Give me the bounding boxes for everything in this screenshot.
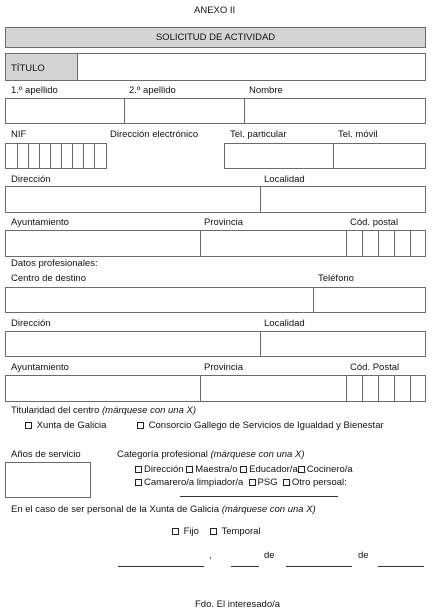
cod-postal1-field[interactable] <box>346 231 426 256</box>
categoria-maestro-option[interactable] <box>186 464 237 475</box>
titulo-label-box <box>5 53 78 81</box>
tel-movil-field[interactable] <box>333 144 425 168</box>
provincia1-label: Provincia <box>204 217 244 228</box>
categoria-otro-option[interactable] <box>283 477 347 488</box>
tel-particular-field[interactable] <box>225 144 333 168</box>
nif-field[interactable] <box>5 143 107 169</box>
xunta-hint: (márquese con una X) <box>221 504 316 515</box>
provincia1-field[interactable] <box>200 231 346 256</box>
apellido1-field[interactable] <box>6 99 124 123</box>
direccion1-row <box>5 186 426 213</box>
direccion2-field[interactable] <box>6 332 260 356</box>
categoria-row1 <box>135 464 353 475</box>
ayuntamiento1-row <box>5 230 426 257</box>
xunta-text: En el caso de ser personal de la Xunta de Galicia <box>11 504 220 515</box>
categoria-hint: (márquese con una X) <box>210 449 305 460</box>
categoria-row2 <box>135 477 347 488</box>
ayuntamiento2-row <box>5 375 426 402</box>
categoria-educador-option[interactable] <box>240 464 298 475</box>
nombre-label: Nombre <box>249 85 283 96</box>
ayuntamiento2-field[interactable] <box>6 376 200 401</box>
direccion1-label: Dirección <box>11 174 51 185</box>
titularidad-consorcio-option[interactable] <box>137 420 384 431</box>
xunta-temporal-label: Temporal <box>221 526 261 537</box>
xunta-fijo-label: Fijo <box>183 526 199 537</box>
checkbox-icon[interactable] <box>283 479 290 486</box>
categoria-label <box>117 449 304 460</box>
otro-persoal-line[interactable] <box>180 496 338 497</box>
titularidad-consorcio-label: Consorcio Gallego de Servicios de Igualdad y Bienestar <box>148 420 384 431</box>
categoria-text: Categoría profesional <box>117 449 208 460</box>
categoria-educador-label: Educador/a <box>249 464 298 475</box>
centro-destino-field[interactable] <box>6 288 313 312</box>
provincia2-field[interactable] <box>200 376 346 401</box>
categoria-direccion-option[interactable] <box>135 464 184 475</box>
apellido2-label: 2.º apellido <box>129 85 176 96</box>
localidad1-field[interactable] <box>260 187 426 212</box>
xunta-temporal-option[interactable] <box>210 526 261 537</box>
tel-movil-label: Tel. móvil <box>338 129 378 140</box>
ayuntamiento1-label: Ayuntamiento <box>11 217 69 228</box>
anos-servicio-label: Años de servicio <box>11 449 81 460</box>
categoria-camarero-label: Camarero/a limpiador/a <box>144 477 244 488</box>
titularidad-xunta-option[interactable] <box>25 420 106 431</box>
mes-line[interactable] <box>286 566 352 567</box>
date-de1: de <box>264 550 275 561</box>
titulo-field[interactable] <box>77 53 426 81</box>
titularidad-text: Titularidad del centro <box>11 405 100 416</box>
lugar-line[interactable] <box>118 566 204 567</box>
apellido2-field[interactable] <box>124 99 244 123</box>
checkbox-icon[interactable] <box>210 528 217 535</box>
checkbox-icon[interactable] <box>137 422 144 429</box>
email-label: Dirección electrónico <box>110 129 199 140</box>
centro-destino-label: Centro de destino <box>11 273 86 284</box>
xunta-fijo-option[interactable] <box>172 526 199 537</box>
fdo-interesado: Fdo. El interesado/a <box>195 599 281 610</box>
telefono-field[interactable] <box>313 288 426 312</box>
checkbox-icon[interactable] <box>298 466 305 473</box>
tel-particular-label: Tel. particular <box>230 129 287 140</box>
checkbox-icon[interactable] <box>135 466 142 473</box>
anos-servicio-field[interactable] <box>5 462 91 498</box>
date-comma: , <box>209 550 212 561</box>
localidad2-label: Localidad <box>264 318 305 329</box>
datos-profesionales-heading: Datos profesionales: <box>11 258 98 269</box>
apellido1-label: 1.º apellido <box>11 85 58 96</box>
categoria-psg-option[interactable] <box>249 477 278 488</box>
annex-title: ANEXO II <box>194 5 236 16</box>
tel-row <box>224 143 426 169</box>
centro-row <box>5 287 426 313</box>
categoria-otro-label: Otro persoal: <box>291 477 347 488</box>
categoria-direccion-label: Dirección <box>144 464 184 475</box>
date-de2: de <box>358 550 369 561</box>
ayuntamiento1-field[interactable] <box>6 231 200 256</box>
checkbox-icon[interactable] <box>186 466 193 473</box>
localidad2-field[interactable] <box>260 332 426 356</box>
categoria-cocinero-option[interactable] <box>298 464 353 475</box>
titularidad-label <box>11 405 196 416</box>
nif-label: NIF <box>11 129 27 140</box>
ano-line[interactable] <box>378 566 424 567</box>
cod-postal2-label: Cód. Postal <box>350 362 400 373</box>
provincia2-label: Provincia <box>204 362 244 373</box>
ayuntamiento2-label: Ayuntamiento <box>11 362 69 373</box>
direccion2-label: Dirección <box>11 318 51 329</box>
categoria-psg-label: PSG <box>257 477 278 488</box>
xunta-label <box>11 504 316 515</box>
direccion1-field[interactable] <box>6 187 260 212</box>
checkbox-icon[interactable] <box>135 479 142 486</box>
titularidad-xunta-label: Xunta de Galicia <box>36 420 107 431</box>
names-row <box>5 98 426 124</box>
direccion2-row <box>5 331 426 357</box>
categoria-camarero-option[interactable] <box>135 477 243 488</box>
checkbox-icon[interactable] <box>172 528 179 535</box>
titularidad-hint: (márquese con una X) <box>102 405 197 416</box>
cod-postal1-label: Cód. postal <box>350 217 399 228</box>
form-title-bar <box>5 27 426 48</box>
dia-line[interactable] <box>231 566 259 567</box>
cod-postal2-field[interactable] <box>346 376 426 401</box>
categoria-cocinero-label: Cocinero/a <box>306 464 353 475</box>
checkbox-icon[interactable] <box>25 422 32 429</box>
checkbox-icon[interactable] <box>249 479 256 486</box>
checkbox-icon[interactable] <box>240 466 247 473</box>
localidad1-label: Localidad <box>264 174 305 185</box>
titulo-label: TÍTULO <box>11 63 45 74</box>
form-title: SOLICITUD DE ACTIVIDAD <box>155 32 276 43</box>
categoria-maestro-label: Maestra/o <box>195 464 238 475</box>
telefono-label: Teléfono <box>318 273 354 284</box>
nombre-field[interactable] <box>244 99 426 123</box>
